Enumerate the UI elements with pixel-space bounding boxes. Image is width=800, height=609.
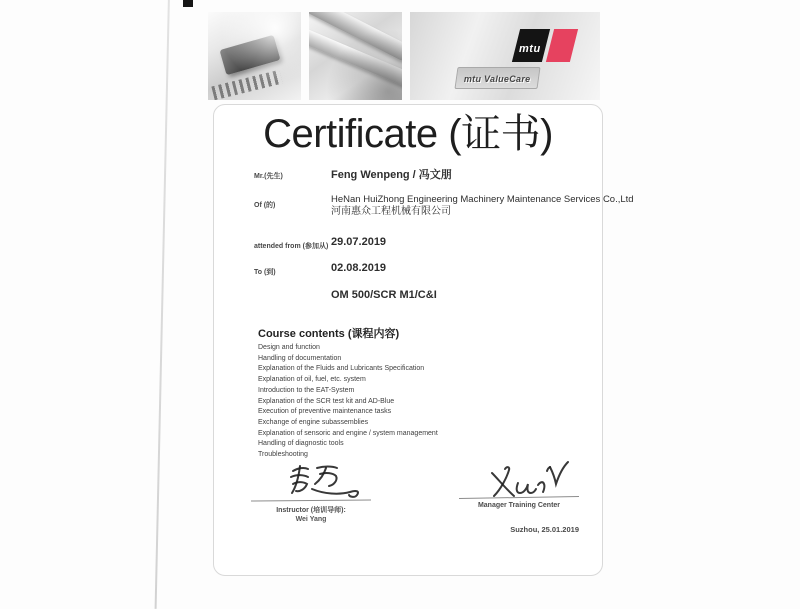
instructor-signature-handwriting (284, 462, 369, 502)
certificate-title: Certificate (证书) (263, 112, 553, 156)
instructor-role-label: Instructor (培训导师): (276, 507, 346, 514)
field-value-company-en: HeNan HuiZhong Engineering Machinery Maintenance Services Co.,Ltd (331, 194, 634, 205)
course-contents-list (258, 343, 438, 461)
certificate-panel (213, 104, 634, 576)
scan-corner-mark (183, 0, 193, 7)
engine-photo-block (309, 12, 402, 100)
course-item: Handling of diagnostic tools (258, 440, 344, 448)
engine-photo-circuit (208, 12, 301, 100)
mtu-logo-red-parallelogram (546, 29, 578, 62)
place-date-label: Suzhou, 25.01.2019 (510, 525, 579, 534)
field-label-to: To (到) (254, 269, 276, 276)
scanned-sheet-edge (155, 0, 170, 609)
course-item: Explanation of the Fluids and Lubricants Specification (258, 365, 425, 373)
field-label-mr: Mr.(先生) (254, 173, 283, 180)
field-value-name: Feng Wenpeng / 冯文朋 (331, 169, 452, 181)
course-item: Design and function (258, 344, 320, 351)
mtu-logo-text: mtu (519, 43, 541, 55)
manager-role-label: Manager Training Center (477, 502, 561, 509)
certificate-header-strip (208, 12, 600, 100)
field-value-date-from: 29.07.2019 (331, 236, 387, 248)
mtu-valuecare-tagline: mtu ValueCare (463, 74, 531, 84)
field-value-date-to: 02.08.2019 (331, 262, 387, 274)
field-value-company-cn: 河南惠众工程机械有限公司 (331, 206, 451, 217)
brand-panel (410, 12, 600, 100)
course-item: Exchange of engine subassemblies (258, 418, 369, 426)
course-item: Introduction to the EAT-System (258, 386, 355, 394)
field-label-attended-from: attended from (参加从) (254, 243, 329, 250)
photo-highlight (208, 12, 301, 100)
field-label-of: Of (的) (254, 202, 276, 209)
course-item: Troubleshooting (258, 451, 308, 459)
course-contents-heading: Course contents (课程内容) (258, 328, 400, 340)
mtu-logo-black-parallelogram (512, 29, 550, 62)
mtu-valuecare-badge (454, 67, 540, 89)
photo-shadow (309, 12, 402, 100)
course-item: Explanation of oil, fuel, etc. system (258, 376, 366, 384)
instructor-name-label: Wei Yang (295, 516, 327, 523)
course-item: Execution of preventive maintenance tasks (258, 408, 392, 416)
field-value-course-code: OM 500/SCR M1/C&I (331, 289, 437, 301)
course-item: Explanation of the SCR test kit and AD-Blue (258, 397, 395, 405)
manager-signature-handwriting (474, 459, 569, 499)
mtu-logo (516, 29, 574, 62)
course-item: Explanation of sensoric and engine / system management (258, 429, 438, 437)
course-item: Handling of documentation (258, 354, 342, 362)
